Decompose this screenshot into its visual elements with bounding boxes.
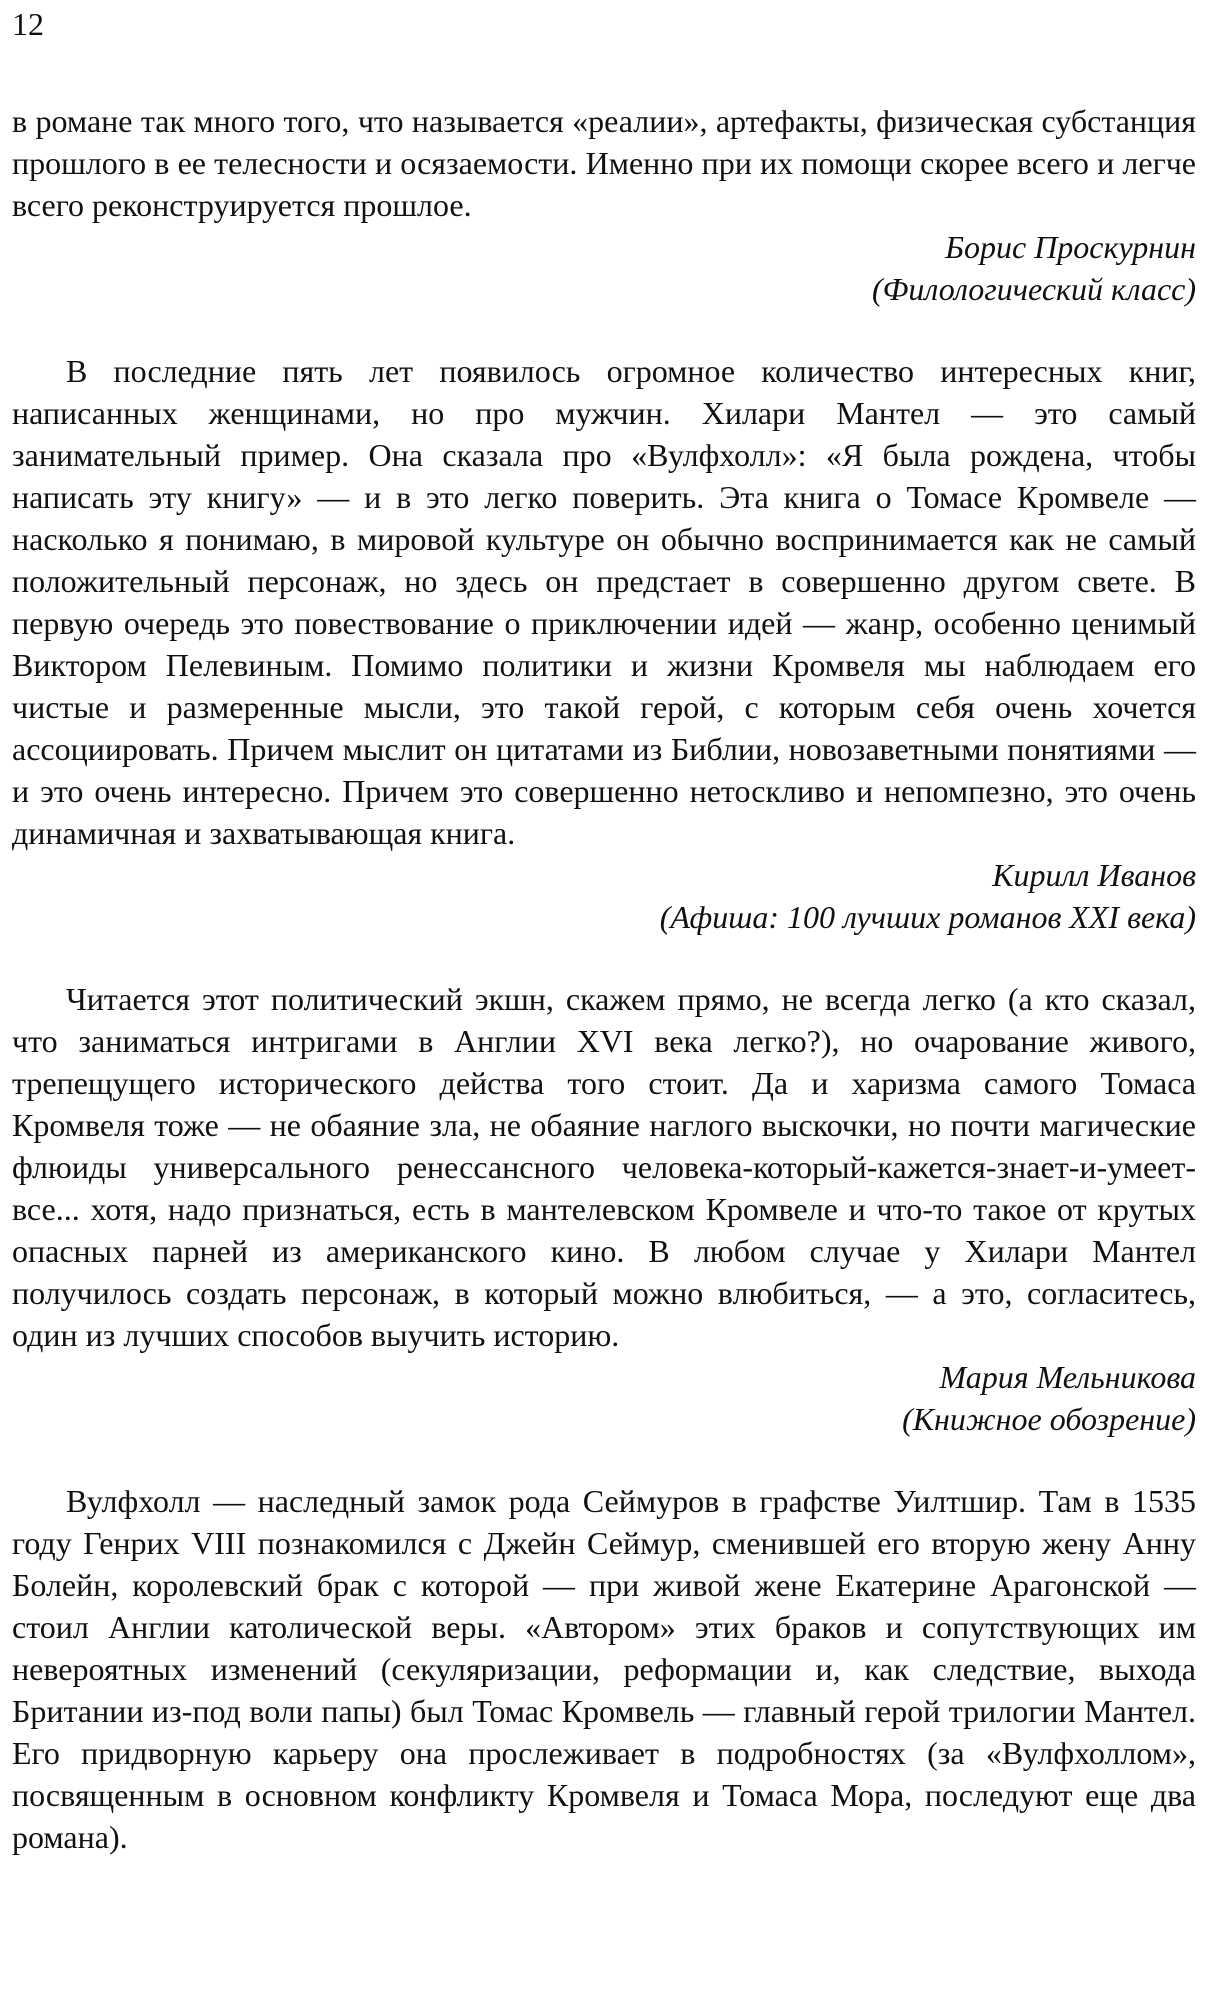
page-content	[12, 100, 1196, 1898]
review-text: В последние пять лет появилось огромное количество интересных книг, написанных женщинами, но про мужчин. Хилари Мантел — это самый занимательный пример. Она сказала про «Вулфхолл»: «Я была рождена, чтобы написать эту книгу» — и в это легко поверить. Эта книга о Томасе Кромвеле — насколько я понимаю, в мировой культуре он обычно воспринимается как не самый положительный персонаж, но здесь он предстает в совершенно другом свете. В первую очередь это повествование о приключении идей — жанр, особенно ценимый Виктором Пелевиным. Помимо политики и жизни Кромвеля мы наблюдаем его чистые и размеренные мысли, это такой герой, с которым себя очень хочется ассоциировать. Причем мыслит он цитатами из Библии, новозаветными понятиями — и это очень интересно. Причем это совершенно нетоскливо и непомпезно, это очень динамичная и захватывающая книга.	[12, 353, 1196, 851]
page-number: 12	[12, 6, 44, 42]
review-author: Кирилл Иванов	[992, 857, 1196, 893]
review-text: в романе так много того, что называется «реалии», артефакты, физическая субстанция прошлого в ее телесности и осязаемости. Именно при их помощи скорее всего и легче всего реконструируется прошлое.	[12, 103, 1196, 223]
review-source: (Филологический класс)	[872, 271, 1196, 307]
review-block	[12, 350, 1196, 938]
review-source: (Книжное обозрение)	[902, 1401, 1196, 1437]
description-block	[12, 1480, 1196, 1858]
review-source: (Афиша: 100 лучших романов XXI века)	[659, 899, 1196, 935]
review-block	[12, 978, 1196, 1440]
review-block	[12, 100, 1196, 310]
review-author: Мария Мельникова	[939, 1359, 1196, 1395]
review-author: Борис Проскурнин	[945, 229, 1196, 265]
review-text: Читается этот политический экшн, скажем прямо, не всегда легко (а кто сказал, что заниматься интригами в Англии XVI века легко?), но очарование живого, трепещущего исторического действа того стоит. Да и харизма самого Томаса Кромвеля тоже — не обаяние зла, не обаяние наглого выскочки, но почти магические флюиды универсального ренессансного человека-который-кажется-знает-и-умеет-все... хотя, надо признаться, есть в мантелевском Кромвеле и что-то такое от крутых опасных парней из американского кино. В любом случае у Хилари Мантел получилось создать персонаж, в который можно влюбиться, — а это, согласитесь, один из лучших способов выучить историю.	[12, 981, 1196, 1353]
description-text: Вулфхолл — наследный замок рода Сеймуров в графстве Уилтшир. Там в 1535 году Генрих VIII познакомился с Джейн Сеймур, сменившей его вторую жену Анну Болейн, королевский брак с которой — при живой жене Екатерине Арагонской — стоил Англии католической веры. «Автором» этих браков и сопутствующих им невероятных изменений (секуляризации, реформации и, как следствие, выхода Британии из-под воли папы) был Томас Кромвель — главный герой трилогии Мантел. Его придворную карьеру она прослеживает в подробностях (за «Вулфхоллом», посвященным в основном конфликту Кромвеля и Томаса Мора, последуют еще два романа).	[12, 1483, 1196, 1855]
